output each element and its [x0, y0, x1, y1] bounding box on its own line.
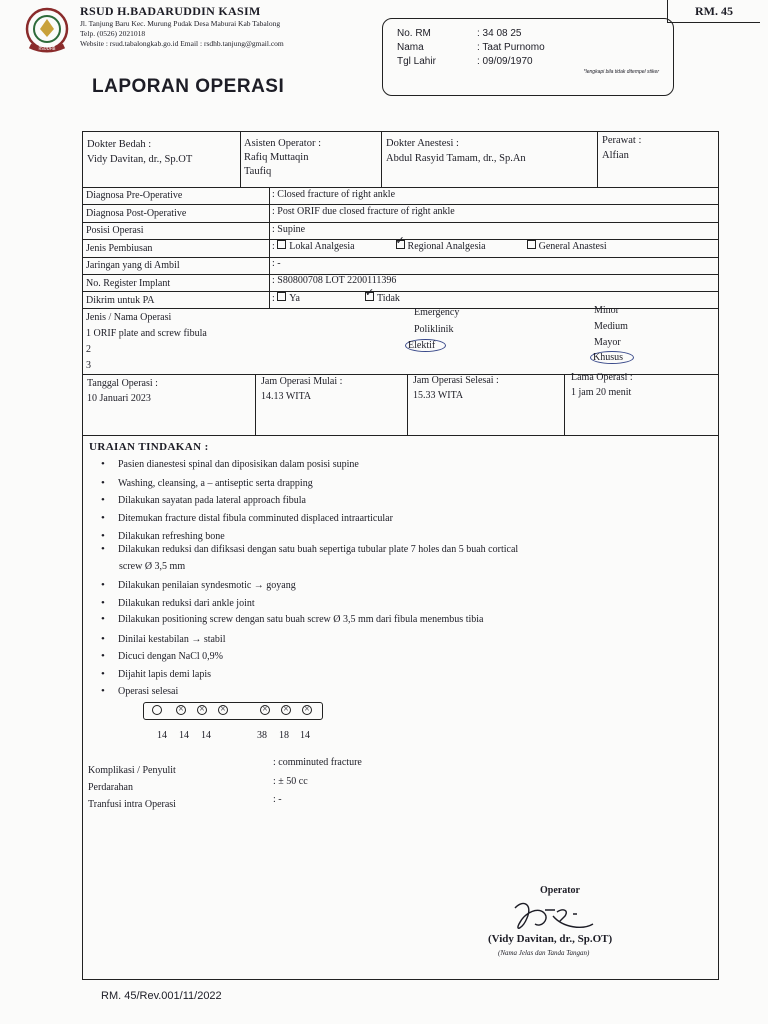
diagnosa-pre-label: Diagnosa Pre-Operative	[86, 190, 183, 201]
hospital-phone: Telp. (0526) 2021018	[80, 29, 146, 38]
patient-rm-row	[397, 28, 521, 39]
ya-checkbox[interactable]	[277, 292, 286, 301]
kategori-mayor: Mayor	[594, 337, 621, 348]
nama-label: Nama	[397, 42, 424, 53]
kategori-elektif-text: Elektif	[405, 339, 446, 352]
step-continuation: screw Ø 3,5 mm	[119, 561, 186, 572]
plate-diagram	[143, 702, 323, 720]
jenis-operasi-label: Jenis / Nama Operasi	[86, 312, 172, 323]
step-item: • Dilakukan penilaian syndesmotic → goyang	[118, 579, 296, 592]
form-revision: RM. 45/Rev.001/11/2022	[101, 990, 222, 1002]
lokal-label: Lokal Analgesia	[289, 241, 355, 252]
hospital-name: RSUD H.BADARUDDIN KASIM	[80, 4, 261, 18]
tranfusi-value: : -	[273, 794, 282, 805]
kategori-khusus	[590, 351, 634, 364]
screw-length: 38	[257, 730, 267, 741]
posisi-value: : Supine	[272, 224, 306, 235]
uraian-title: URAIAN TINDAKAN :	[89, 441, 209, 453]
diagnosa-post-label: Diagnosa Post-Operative	[86, 208, 187, 219]
step-item: • Ditemukan fracture distal fibula comminuted displaced intraarticular	[118, 512, 393, 525]
asisten-value-2: Taufiq	[244, 166, 272, 177]
no-rm-label: No. RM	[397, 28, 431, 39]
screw-icon	[176, 705, 186, 715]
diagnosa-post-value: : Post ORIF due closed fracture of right ankle	[272, 206, 455, 217]
asisten-label: Asisten Operator :	[244, 138, 321, 149]
step-item: • Dilakukan reduksi dari ankle joint	[118, 597, 255, 610]
selesai-value: 15.33 WITA	[413, 390, 464, 401]
asisten-value-1: Rafiq Muttaqin	[244, 152, 309, 163]
kategori-khusus-text: Khusus	[590, 351, 634, 364]
anestesi-value: Abdul Rasyid Tamam, dr., Sp.An	[386, 153, 526, 164]
pembiusan-options: : Lokal Analgesia ✓ Regional Analgesia General Anastesi	[272, 235, 607, 252]
regional-label: Regional Analgesia	[407, 241, 486, 252]
screw-icon	[281, 705, 291, 715]
mulai-value: 14.13 WITA	[261, 391, 312, 402]
operasi-item-2: 2	[86, 344, 91, 355]
operator-name: (Vidy Davitan, dr., Sp.OT)	[488, 933, 613, 945]
perdarahan-value: : ± 50 cc	[273, 776, 308, 787]
kategori-poliklinik: Poliklinik	[414, 324, 454, 335]
komplikasi-value: : comminuted fracture	[273, 757, 362, 768]
screw-icon	[302, 705, 312, 715]
hospital-contact: Website : rsud.tabalongkab.go.id Email : rsdhb.tanjung@gmail.com	[80, 39, 284, 48]
kategori-minor: Minor	[594, 305, 619, 316]
komplikasi-label: Komplikasi / Penyulit	[88, 765, 176, 776]
step-item: • Dilakukan sayatan pada lateral approach fibula	[118, 494, 306, 507]
pembiusan-label: Jenis Pembiusan	[86, 243, 153, 254]
anestesi-label: Dokter Anestesi :	[386, 138, 459, 149]
general-checkbox[interactable]	[527, 240, 536, 249]
tranfusi-label: Tranfusi intra Operasi	[88, 799, 176, 810]
screw-length: 14	[201, 730, 211, 741]
posisi-label: Posisi Operasi	[86, 225, 144, 236]
lama-label: Lama Operasi :	[571, 372, 633, 383]
kategori-medium: Medium	[594, 321, 628, 332]
implant-label: No. Register Implant	[86, 278, 171, 289]
implant-value: : S80800708 LOT 2200111396	[272, 275, 397, 286]
tgl-lahir-value: : 09/09/1970	[477, 56, 533, 67]
diagnosa-pre-value: : Closed fracture of right ankle	[272, 189, 396, 200]
screw-icon	[197, 705, 207, 715]
kategori-emergency: Emergency	[414, 307, 460, 318]
signature-caption: (Nama Jelas dan Tanda Tangan)	[498, 949, 590, 957]
tidak-checkbox[interactable]: ✓	[364, 287, 375, 299]
step-item: • Operasi selesai	[118, 685, 178, 698]
tanggal-label: Tanggal Operasi :	[87, 378, 158, 389]
step-item: • Dilakukan refreshing bone	[118, 530, 225, 543]
screw-length: 14	[157, 730, 167, 741]
page-title: LAPORAN OPERASI	[92, 76, 285, 97]
operation-report-form	[82, 131, 719, 980]
perdarahan-label: Perdarahan	[88, 782, 133, 793]
hospital-address: Jl. Tanjung Baru Kec. Murung Pudak Desa Maburai Kab Tabalong	[80, 19, 281, 28]
perawat-value: Alfian	[602, 150, 629, 161]
lama-value: 1 jam 20 menit	[571, 387, 632, 398]
perawat-label: Perawat :	[602, 135, 642, 146]
tidak-label: Tidak	[376, 293, 400, 304]
selesai-label: Jam Operasi Selesai :	[413, 375, 499, 386]
step-item: • Dicuci dengan NaCl 0,9%	[118, 650, 223, 663]
screw-icon	[260, 705, 270, 715]
step-item: • Dilakukan positioning screw dengan satu buah screw Ø 3,5 mm dari fibula menembus tibia	[118, 613, 483, 626]
hospital-logo	[20, 4, 74, 58]
dokter-bedah-value: Vidy Davitan, dr., Sp.OT	[87, 154, 193, 165]
empty-hole-icon	[152, 705, 162, 715]
step-item: • Washing, cleansing, a – antiseptic serta drapping	[118, 477, 313, 490]
no-rm-value: : 34 08 25	[477, 28, 522, 39]
regional-checkbox[interactable]: ✓	[395, 235, 405, 247]
jaringan-label: Jaringan yang di Ambil	[86, 260, 180, 271]
logo-text: RSUDHB	[38, 46, 56, 51]
dokter-bedah-label: Dokter Bedah :	[87, 139, 152, 150]
nama-value: : Taat Purnomo	[477, 42, 545, 53]
operator-label: Operator	[540, 885, 580, 896]
sticker-note: *lengkapi bila tidak ditempel stiker	[583, 69, 659, 75]
screw-icon	[218, 705, 228, 715]
form-code: RM. 45	[667, 0, 760, 23]
lokal-checkbox[interactable]	[277, 240, 286, 249]
patient-id-box	[382, 18, 674, 96]
tanggal-value: 10 Januari 2023	[87, 393, 151, 404]
tgl-lahir-label: Tgl Lahir	[397, 56, 436, 67]
general-label: General Anastesi	[538, 241, 607, 252]
step-item: • Dinilai kestabilan → stabil	[118, 633, 225, 646]
operasi-item-1: 1 ORIF plate and screw fibula	[86, 328, 207, 339]
dikirim-label: Dikrim untuk PA	[86, 295, 155, 306]
step-item: • Dilakukan reduksi dan difiksasi dengan satu buah sepertiga tubular plate 7 holes dan 5 buah cortical	[118, 543, 518, 556]
mulai-label: Jam Operasi Mulai :	[261, 376, 343, 387]
patient-dob-row	[397, 56, 533, 67]
patient-name-row	[397, 42, 545, 53]
kategori-elektif	[405, 339, 446, 352]
screw-length: 14	[179, 730, 189, 741]
jaringan-value: : -	[272, 258, 281, 269]
dikirim-options: : Ya ✓ Tidak	[272, 287, 400, 304]
ya-label: Ya	[289, 293, 300, 304]
screw-length: 14	[300, 730, 310, 741]
step-item: • Pasien dianestesi spinal dan diposisikan dalam posisi supine	[118, 458, 359, 471]
operasi-item-3: 3	[86, 360, 91, 371]
step-item: • Dijahit lapis demi lapis	[118, 668, 211, 681]
screw-length: 18	[279, 730, 289, 741]
